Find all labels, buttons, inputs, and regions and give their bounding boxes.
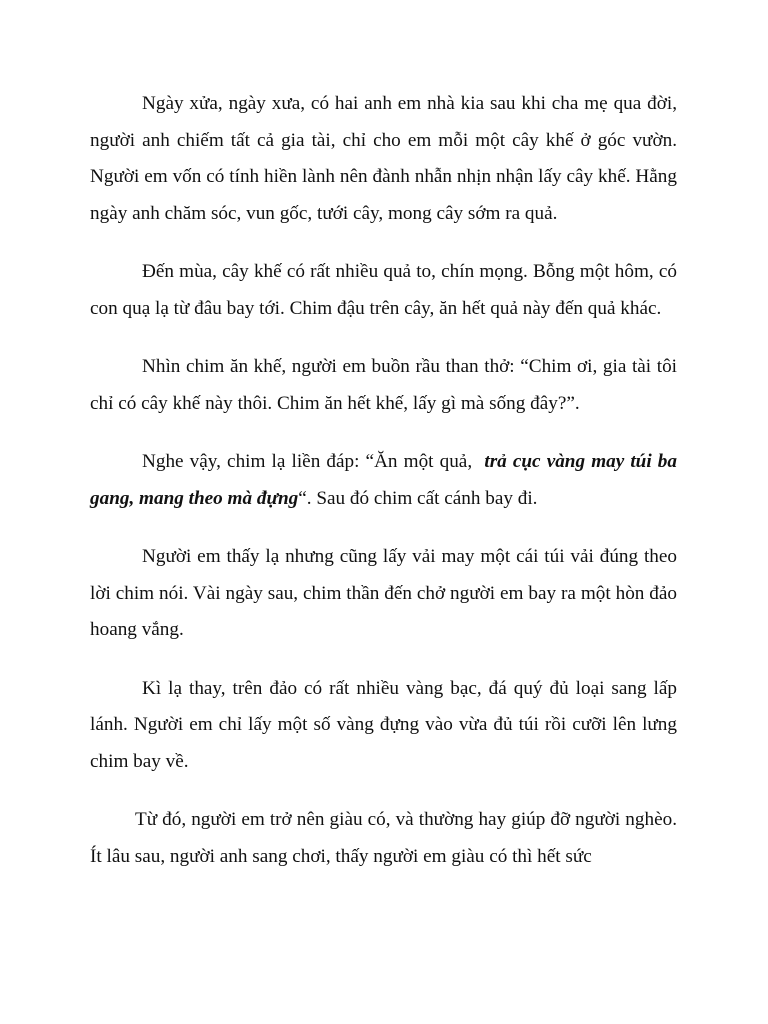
- bird-promise-emphasis: trả cục vàng may túi ba gang, mang theo mà đựng: [90, 451, 677, 509]
- paragraph-1: Ngày xửa, ngày xưa, có hai anh em nhà kia sau khi cha mẹ qua đời, người anh chiếm tất cả gia tài, chỉ cho em mỗi một cây khế ở góc vườn. Người em vốn có tính hiền lành nên đành nhẫn nhịn nhận lấy cây khế. Hằng ngày anh chăm sóc, vun gốc, tưới cây, mong cây sớm ra quả.: [90, 93, 677, 224]
- paragraph-7: Từ đó, người em trở nên giàu có, và thường hay giúp đỡ người nghèo. Ít lâu sau, người anh sang chơi, thấy người em giàu có thì hết sức: [90, 809, 677, 867]
- paragraph-4: [90, 444, 677, 517]
- paragraph-5: Người em thấy lạ nhưng cũng lấy vải may một cái túi vải đúng theo lời chim nói. Vài ngày sau, chim thần đến chở người em bay ra một hòn đảo hoang vắng.: [90, 546, 677, 640]
- paragraph-4-tail: “. Sau đó chim cất cánh bay đi.: [298, 487, 538, 509]
- paragraph-3: Nhìn chim ăn khế, người em buồn rầu than thở: “Chim ơi, gia tài tôi chỉ có cây khế này thôi. Chim ăn hết khế, lấy gì mà sống đây?”.: [90, 356, 677, 414]
- story-text: [90, 86, 677, 897]
- paragraph-6: Kì lạ thay, trên đảo có rất nhiều vàng bạc, đá quý đủ loại sang lấp lánh. Người em chỉ lấy một số vàng đựng vào vừa đủ túi rồi cưỡi lên lưng chim bay về.: [90, 677, 677, 772]
- paragraph-2: Đến mùa, cây khế có rất nhiều quả to, chín mọng. Bỗng một hôm, có con quạ lạ từ đâu bay tới. Chim đậu trên cây, ăn hết quả này đến quả khác.: [90, 261, 677, 319]
- paragraph-4-lead: Nghe vậy, chim lạ liền đáp: “Ăn một quả,: [142, 451, 485, 472]
